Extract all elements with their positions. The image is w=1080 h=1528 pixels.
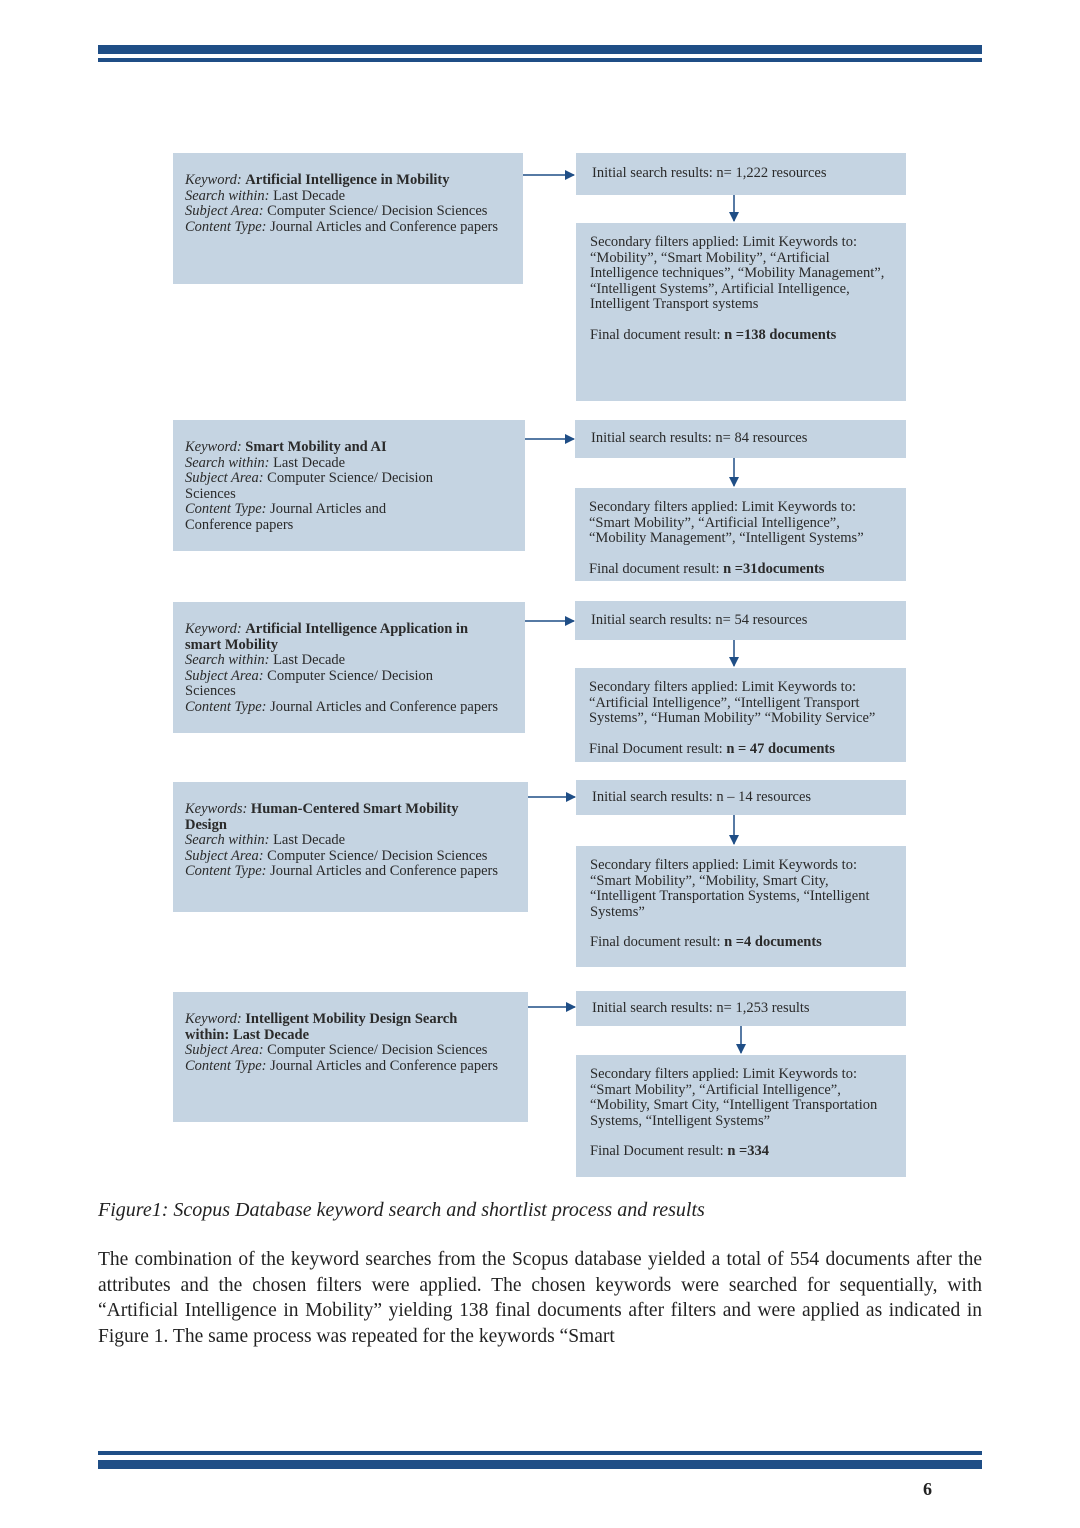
flow-4-query-box: Keywords: Human-Centered Smart Mobility Design Search within: Last Decade Subject Area: Computer Science/ Decision Sciences Content Type: Journal Articles and Conference papers [173, 782, 528, 912]
footer-rule-thin [98, 1451, 982, 1455]
flow-3-initial-results: Initial search results: n= 54 resources [575, 601, 906, 640]
flow-4-secondary-filters: Secondary filters applied: Limit Keywords to: “Smart Mobility”, “Mobility, Smart City, “Intelligent Transportation Systems, “Intelligent Systems” Final document result: n =4 documents [576, 846, 906, 967]
flow-5-initial-results: Initial search results: n= 1,253 results [576, 991, 906, 1026]
figure-caption: Figure1: Scopus Database keyword search and shortlist process and results [98, 1199, 705, 1221]
flow-5-query-box: Keyword: Intelligent Mobility Design Search within: Last Decade Subject Area: Computer Science/ Decision Sciences Content Type: Journal Articles and Conference papers [173, 992, 528, 1122]
flow-1-secondary-filters: Secondary filters applied: Limit Keywords to: “Mobility”, “Smart Mobility”, “Artificial Intelligence techniques”, “Mobility Management”, “Intelligent Systems”, Artificial Intelligence, Intelligent Transport systems Final document result: n =138 documents [576, 223, 906, 401]
page-number: 6 [923, 1479, 932, 1499]
flow-5-secondary-filters: Secondary filters applied: Limit Keywords to: “Smart Mobility”, “Artificial Intelligence”, “Mobility, Smart City, “Intelligent Transportation Systems, “Intelligent Systems” Final Document result: n =334 [576, 1055, 906, 1177]
flow-1-query-box: Keyword: Artificial Intelligence in Mobility Search within: Last Decade Subject Area: Computer Science/ Decision Sciences Content Type: Journal Articles and Conference papers [173, 153, 523, 284]
flow-4-initial-results: Initial search results: n – 14 resources [576, 780, 906, 815]
flow-2-query-box: Keyword: Smart Mobility and AI Search within: Last Decade Subject Area: Computer Science/ Decision Sciences Content Type: Journal Articles and Conference papers [173, 420, 525, 551]
flow-3-query-box: Keyword: Artificial Intelligence Application in smart Mobility Search within: Last Decade Subject Area: Computer Science/ Decision Sciences Content Type: Journal Articles and Conference papers [173, 602, 525, 733]
flow-2-secondary-filters: Secondary filters applied: Limit Keywords to: “Smart Mobility”, “Artificial Intelligence”, “Mobility Management”, “Intelligent Systems” Final document result: n =31documents [575, 488, 906, 581]
flow-3-secondary-filters: Secondary filters applied: Limit Keywords to: “Artificial Intelligence”, “Intelligent Transport Systems”, “Human Mobility” “Mobility Service” Final Document result: n = 47 documents [575, 668, 906, 762]
flow-2-initial-results: Initial search results: n= 84 resources [575, 420, 906, 458]
footer-rule-thick [98, 1460, 982, 1469]
flow-1-initial-results: Initial search results: n= 1,222 resources [576, 153, 906, 195]
body-paragraph: The combination of the keyword searches from the Scopus database yielded a total of 554 documents after the attributes and the chosen filters were applied. The chosen keywords were searched for sequentially, with “Artificial Intelligence in Mobility” yielding 138 final documents after filters and were applied as indicated in Figure 1. The same process was repeated for the keywords “Smart [98, 1249, 982, 1347]
